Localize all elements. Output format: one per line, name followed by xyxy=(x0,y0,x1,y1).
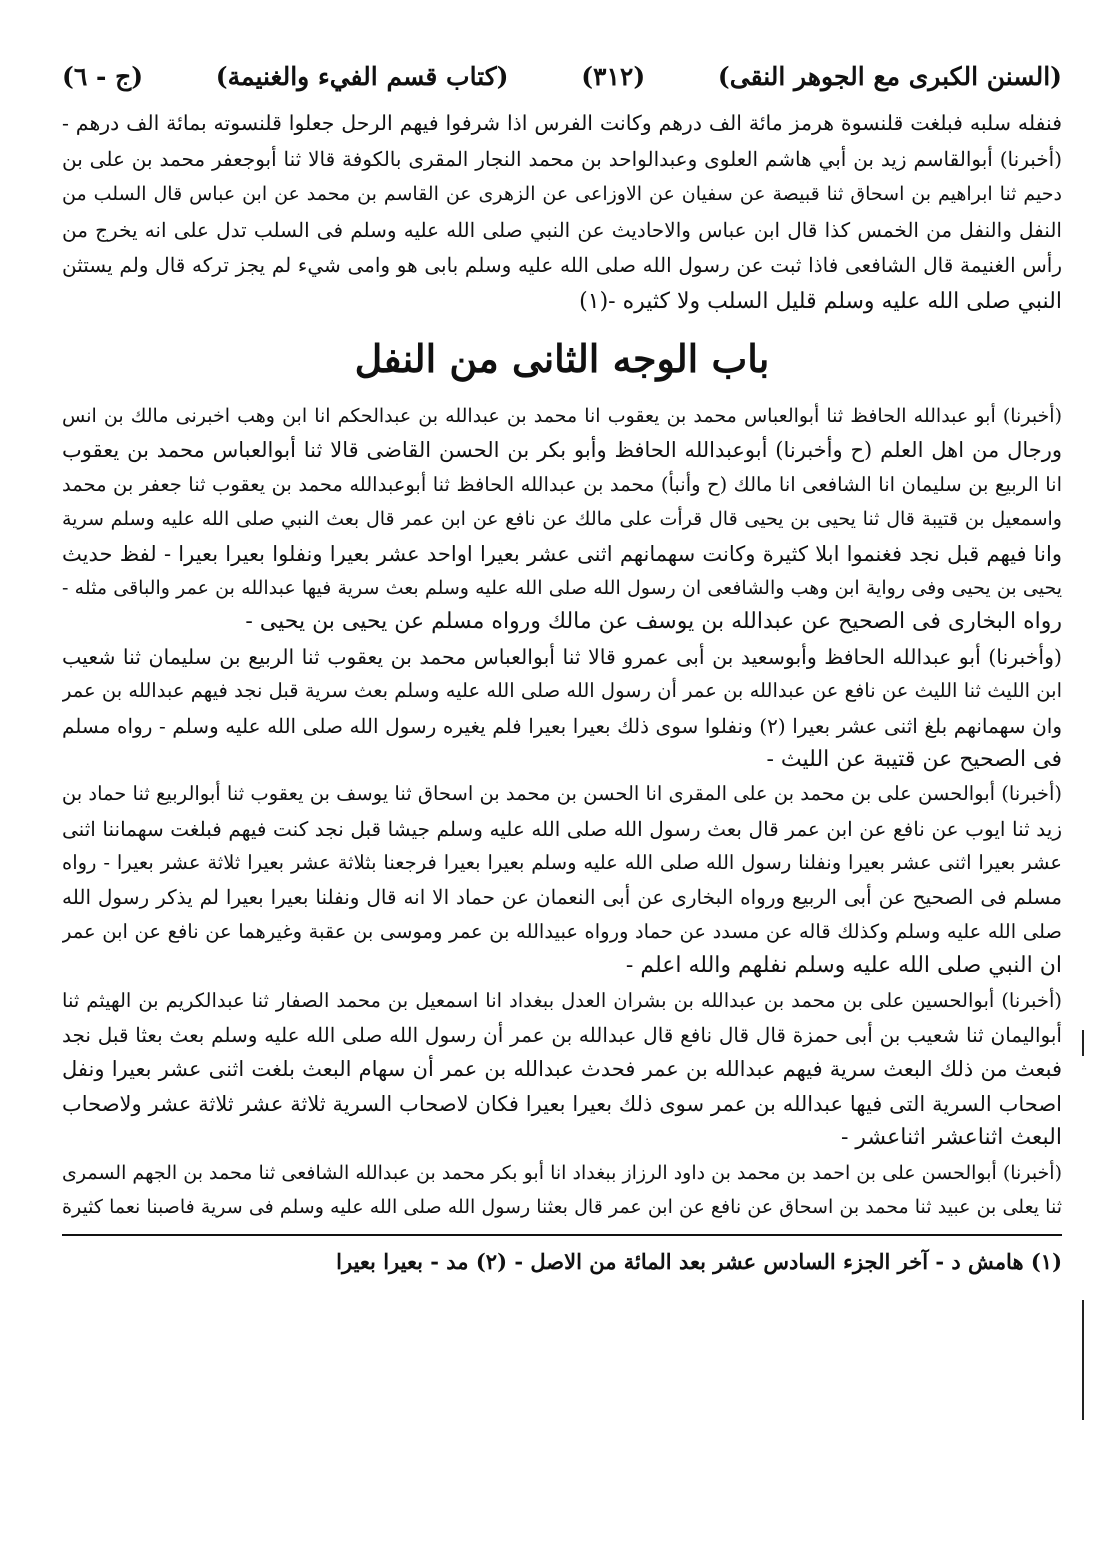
footnote-rule xyxy=(62,1234,1062,1236)
text-line: أبواليمان ثنا شعيب بن أبى حمزة قال قال نافع قال عبدالله بن عمر أن رسول الله صلى الله عليه وسلم بعث بعثا قبل نجد xyxy=(62,1023,1062,1048)
text-line: فنفله سلبه فبلغت قلنسوة هرمز مائة الف درهم وكانت الفرس اذا شرفوا فيهم الرحل جعلوا قلنسوته بمائة الف درهم - xyxy=(62,111,1062,135)
chapter-title: باب الوجه الثانى من النفل xyxy=(354,336,770,381)
text-line: (أخبرنا) أبوالحسن على بن محمد بن على المقرى انا الحسن بن محمد بن اسحاق ثنا يوسف بن يعقوب ثنا أبوالربيع ثنا حماد بن xyxy=(62,782,1062,806)
text-line: وان سهمانهم بلغ اثنى عشر بعيرا (٢) ونفلوا سوى ذلك بعيرا بعيرا فلم يغيره رسول الله صلى الله عليه وسلم - رواه مسلم xyxy=(62,713,1062,738)
text-line: ورجال من اهل العلم (ح وأخبرنا) أبوعبدالله الحافظ وأبو بكر بن الحسن القاضى قالا ثنا أبوالعباس محمد بن يعقوب xyxy=(62,438,1062,463)
footnotes: (١) هامش د - آخر الجزء السادس عشر بعد المائة من الاصل - (٢) مد - بعيرا بعيرا xyxy=(336,1249,1062,1275)
text-line: اصحاب السرية التى فيها عبدالله بن عمر سوى ذلك بعيرا بعيرا فكان لاصحاب السرية ثلاثة عشر ثلاثة عشر ولاصحاب xyxy=(62,1091,1062,1116)
text-line: البعث اثناعشر اثناعشر - xyxy=(840,1125,1062,1151)
header-title: (السنن الكبرى مع الجوهر النقى) xyxy=(717,61,1062,91)
text-line: (أخبرنا) أبو عبدالله الحافظ ثنا أبوالعباس محمد بن يعقوب انا محمد بن عبدالله بن عبدالحكم انا ابن وهب اخبرنى مالك بن انس xyxy=(62,405,1062,427)
header-book: (كتاب قسم الفيء والغنيمة) xyxy=(215,61,509,91)
text-line: واسمعيل بن قتيبة قال ثنا يحيى بن يحيى قال قرأت على مالك عن نافع عن ابن عمر قال بعث النبي صلى الله عليه وسلم سرية xyxy=(62,508,1062,531)
margin-mark xyxy=(1082,1030,1084,1056)
text-line: وانا فيهم قبل نجد فغنموا ابلا كثيرة وكانت سهمانهم اثنى عشر بعيرا اواحد عشر بعيرا ونفلوا بعيرا بعيرا - لفظ حديث xyxy=(62,541,1062,566)
text-line: النبي صلى الله عليه وسلم قليل السلب ولا كثيره -(١) xyxy=(579,288,1062,314)
text-line: فى الصحيح عن قتيبة عن الليث - xyxy=(766,746,1062,772)
running-head xyxy=(62,52,1062,100)
margin-mark xyxy=(1082,1300,1084,1420)
text-line: ان النبي صلى الله عليه وسلم نفلهم والله اعلم - xyxy=(625,953,1062,979)
intro-paragraph xyxy=(62,106,1062,319)
chapter-body xyxy=(62,399,1062,1224)
text-line: مسلم فى الصحيح عن أبى الربيع ورواه البخارى عن أبى النعمان عن حماد الا انه قال ونفلنا بعيرا بعيرا لم يذكر رسول الله xyxy=(62,885,1062,910)
text-line: عشر بعيرا اثنى عشر بعيرا ونفلنا رسول الله صلى الله عليه وسلم بعيرا بعيرا فرجعنا بثلاثة عشر بعيرا ثلاثة عشر بعيرا - رواه xyxy=(62,851,1062,875)
text-line: دحيم ثنا ابراهيم بن اسحاق ثنا قبيصة عن سفيان عن الاوزاعى عن الزهرى عن القاسم بن محمد عن ابن عباس قال السلب من xyxy=(62,183,1062,205)
text-line: انا الربيع بن سليمان انا الشافعى انا مالك (ح وأنبأ) محمد بن عبدالله الحافظ ثنا أبوعبدالله محمد بن يعقوب ثنا جعفر بن محمد xyxy=(62,472,1062,496)
text-line: زيد ثنا ايوب عن نافع عن ابن عمر قال بعث رسول الله صلى الله عليه وسلم جيشا قبل نجد كنت فيهم فبلغت سهماننا اثنى xyxy=(62,816,1062,841)
page-number: (٣١٢) xyxy=(581,61,646,91)
text-line: (أخبرنا) أبوالقاسم زيد بن أبي هاشم العلوى وعبدالواحد بن محمد النجار المقرى بالكوفة قالا ثنا أبوجعفر محمد بن على بن xyxy=(62,146,1062,171)
text-line: (أخبرنا) أبوالحسين على بن محمد بن عبدالله بن بشران العدل ببغداد انا اسمعيل بن محمد الصفار ثنا عبدالكريم بن الهيثم ثنا xyxy=(62,988,1062,1012)
text-line: النفل والنفل من الخمس كذا قال ابن عباس والاحاديث عن النبي صلى الله عليه وسلم فى السلب تدل على انه يخرج من xyxy=(62,217,1062,242)
text-line: (أخبرنا) أبوالحسن على بن احمد بن محمد بن داود الرزاز ببغداد انا أبو بكر محمد بن عبدالله الشافعى ثنا محمد بن الجهم السمرى xyxy=(62,1161,1062,1184)
text-line: ابن الليث ثنا الليث عن نافع عن عبدالله بن عمر أن رسول الله صلى الله عليه وسلم بعث سرية قبل نجد فيهم عبدالله بن عمر xyxy=(62,679,1062,703)
text-line: يحيى بن يحيى وفى رواية ابن وهب والشافعى ان رسول الله صلى الله عليه وسلم بعث سرية فيها عبدالله بن عمر والباقى مثله - xyxy=(62,576,1062,599)
text-line: (وأخبرنا) أبو عبدالله الحافظ وأبوسعيد بن أبى عمرو قالا ثنا أبوالعباس محمد بن يعقوب ثنا الربيع بن سليمان ثنا شعيب xyxy=(62,644,1062,669)
text-line: فبعث من ذلك البعث سرية فيهم عبدالله بن عمر فحدث عبدالله بن عمر أن سهام البعث بلغت اثنى عشر بعيرا ونفل xyxy=(62,1057,1062,1082)
text-line: ثنا يعلى بن عبيد ثنا محمد بن اسحاق عن نافع عن ابن عمر قال بعثنا رسول الله صلى الله عليه وسلم فى سرية فاصبنا نعما كثيرة xyxy=(62,1195,1062,1218)
text-line: صلى الله عليه وسلم وكذلك قاله عن مسدد عن حماد ورواه عبيدالله بن عمر وموسى بن عقبة وغيرهما عن نافع عن ابن عمر xyxy=(62,919,1062,943)
text-line: رأس الغنيمة قال الشافعى فاذا ثبت عن رسول الله صلى الله عليه وسلم بابى هو وامى شيء لم يجز تركه قال ولم يستثن xyxy=(62,253,1062,277)
book-page xyxy=(62,52,1062,1522)
header-volume: (ج - ٦) xyxy=(62,61,144,91)
text-line: رواه البخارى فى الصحيح عن عبدالله بن يوسف عن مالك ورواه مسلم عن يحيى بن يحيى - xyxy=(245,609,1062,635)
